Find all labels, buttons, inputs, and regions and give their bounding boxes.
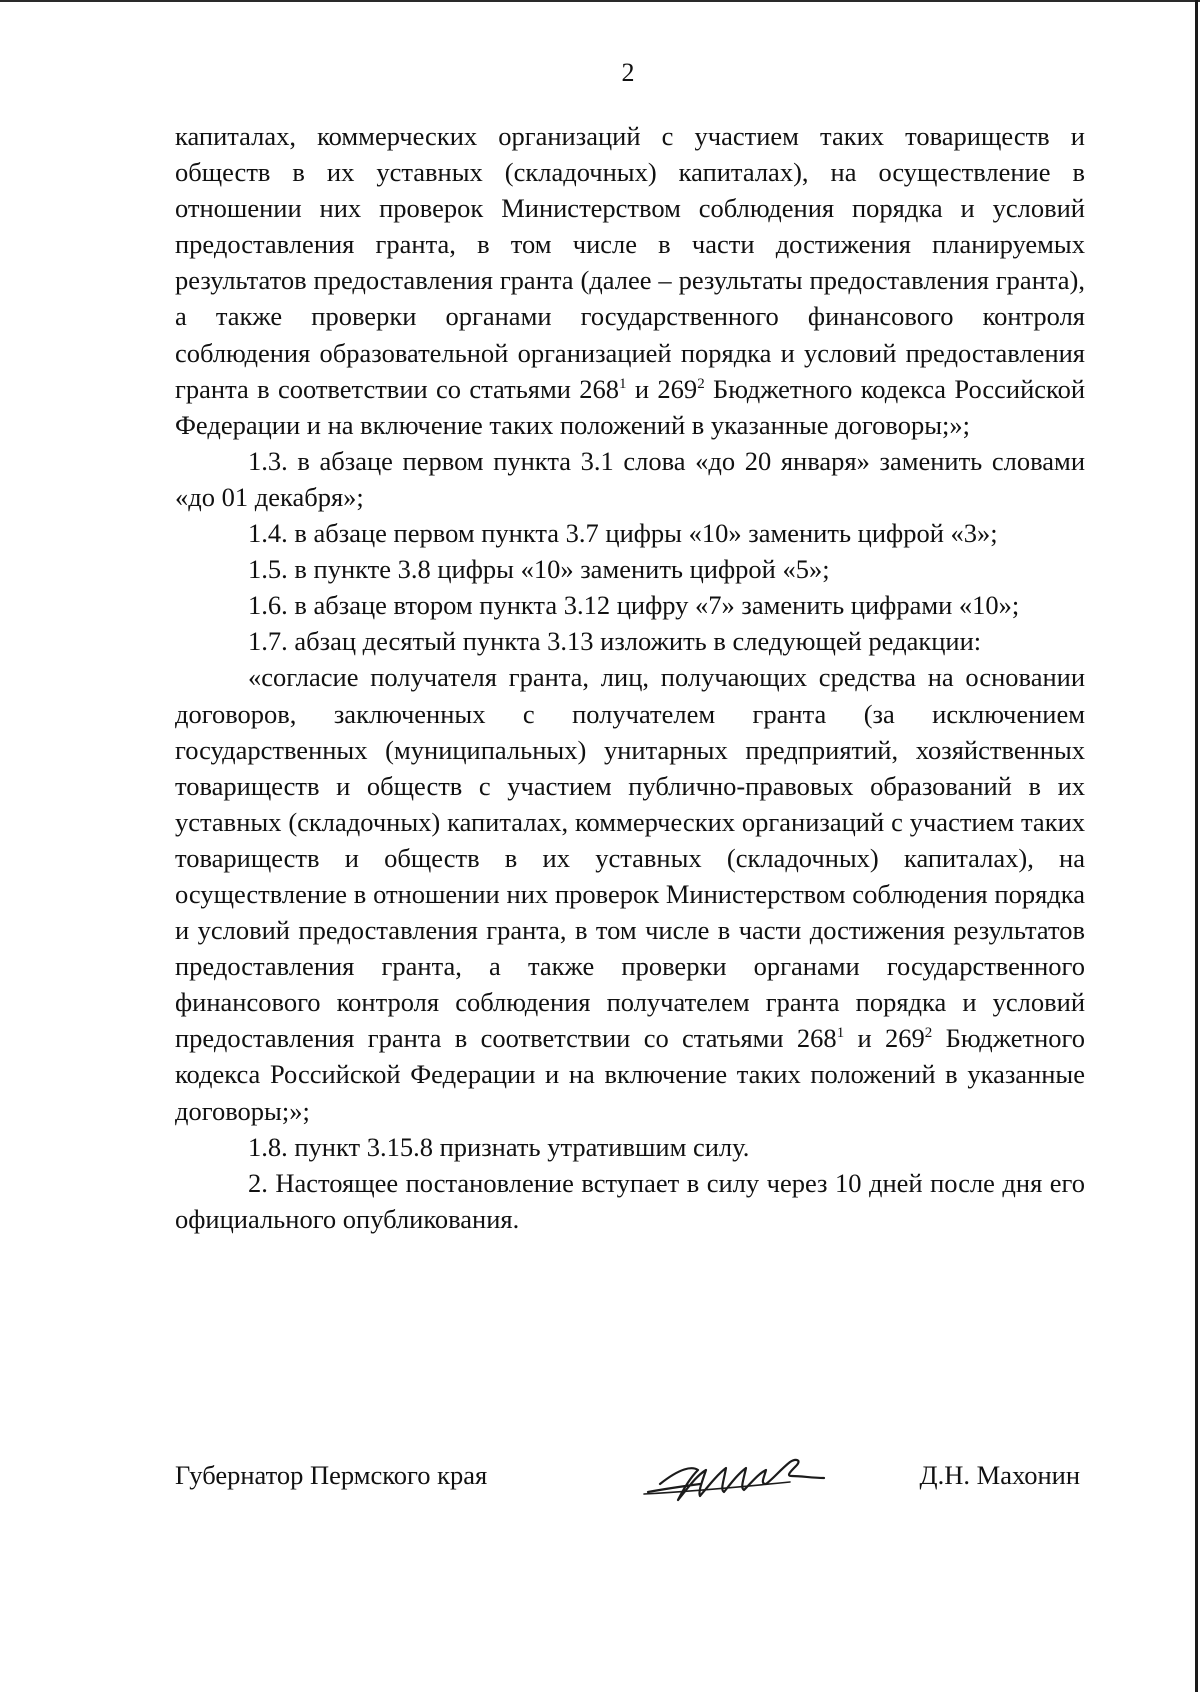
item-1-5: 1.5. в пункте 3.8 цифры «10» заменить цифрой «5»; [248, 554, 830, 585]
paragraph-text: и 269 [626, 373, 698, 404]
signatory-name: Д.Н. Махонин [919, 1460, 1080, 1490]
superscript: 2 [697, 375, 705, 392]
superscript: 2 [924, 1025, 933, 1042]
handwritten-signature [640, 1448, 830, 1508]
item-1-3: 1.3. в абзаце первом пункта 3.1 слова «до 20 января» заменить словами «до 01 декабря»; [175, 445, 1085, 512]
page-number: 2 [621, 58, 635, 87]
item-2: 2. Настоящее постановление вступает в силу через 10 дней после дня его официального опубликования. [175, 1167, 1085, 1234]
quote-text: «согласие получателя гранта, лиц, получающих средства на основании договоров, заключенных с получателем гранта (за исключением государственных (муниципальных) унитарных предприятий, хозяйственных товариществ и обществ с участием публично-правовых образований в их уставных (складочных) капиталах, коммерческих организаций с участием таких товариществ и обществ в их уставных (складочных) капиталах), на осуществление в отношении них проверок Министерством соблюдения порядка и условий предоставления гранта, в том числе в части достижения результатов предоставления гранта, а также проверки органами государственного финансового контроля соблюдения получателем гранта порядка и условий предоставления гранта в соответствии со статьями 268 [175, 662, 1085, 1054]
superscript: 1 [619, 375, 627, 392]
item-1-6: 1.6. в абзаце втором пункта 3.12 цифру «7» заменить цифрами «10»; [248, 590, 1020, 621]
quote-text: и 269 [844, 1023, 925, 1054]
item-1-7: 1.7. абзац десятый пункта 3.13 изложить в следующей редакции: [248, 626, 982, 657]
item-1-4: 1.4. в абзаце первом пункта 3.7 цифры «10» заменить цифрой «3»; [248, 518, 998, 549]
signatory-title: Губернатор Пермского края [175, 1460, 488, 1490]
document-body [175, 118, 1085, 1237]
quoted-paragraph [175, 659, 1085, 1128]
item-1-8: 1.8. пункт 3.15.8 признать утратившим силу. [248, 1131, 750, 1162]
superscript: 1 [836, 1025, 845, 1042]
paragraph-continuation [175, 118, 1085, 443]
paragraph-text: капиталах, коммерческих организаций с участием таких товариществ и обществ в их уставных (складочных) капиталах), на осуществление в отношении них проверок Министерством соблюдения порядка и условий предоставления гранта, в том числе в части достижения планируемых результатов предоставления гранта (далее – результаты предоставления гранта), а также проверки органами государственного финансового контроля соблюдения образовательной организацией порядка и условий предоставления гранта в соответствии со статьями 268 [175, 121, 1085, 404]
page-top-edge [0, 0, 1200, 2]
quote-text: Бюджетного кодекса Российской Федерации и на включение таких положений в указанные договоры;»; [175, 1023, 1085, 1126]
signature-block [175, 1448, 1085, 1508]
paragraph-text: Бюджетного кодекса Российской Федерации и на включение таких положений в указанные договоры;»; [175, 373, 1086, 440]
page-right-edge [1195, 0, 1198, 1692]
